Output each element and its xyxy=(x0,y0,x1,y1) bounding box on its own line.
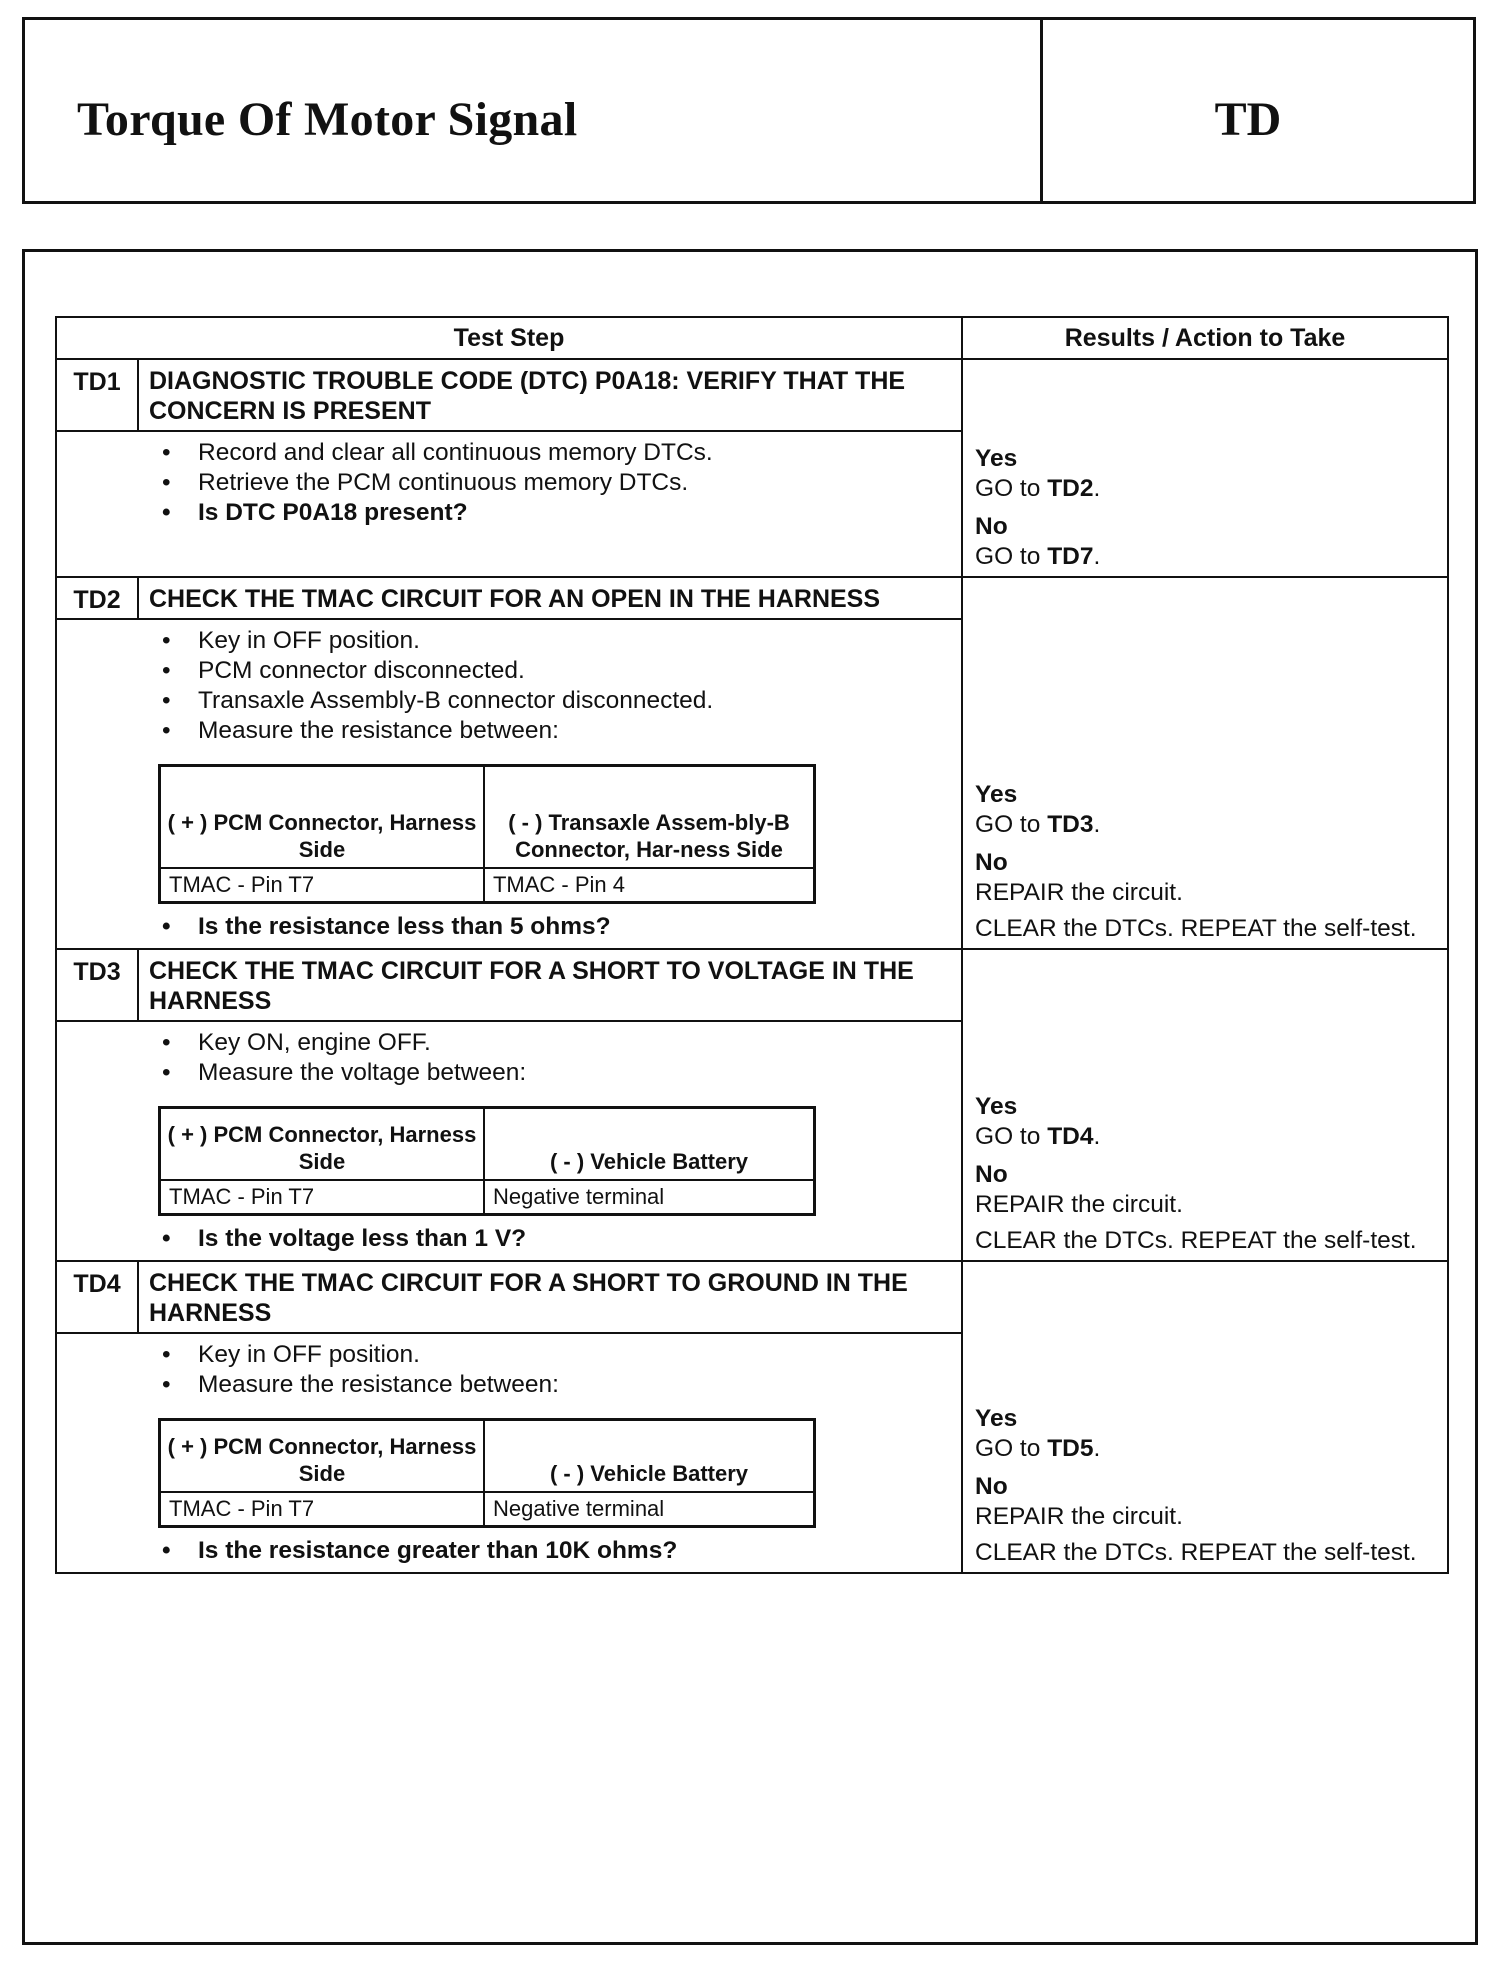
list-item: • Key in OFF position. xyxy=(152,626,953,656)
step-result xyxy=(962,1261,1448,1573)
step-question: • Is the resistance less than 5 ohms? xyxy=(152,912,953,942)
connector-table xyxy=(158,764,816,904)
step-id: TD2 xyxy=(56,577,138,619)
step-title-row xyxy=(56,577,1448,619)
no-label: No xyxy=(975,1161,1008,1188)
connector-value-positive: TMAC - Pin T7 xyxy=(160,1492,484,1527)
yes-action: GO to TD2. xyxy=(975,475,1101,502)
no-label: No xyxy=(975,513,1008,540)
no-label: No xyxy=(975,849,1008,876)
connector-header-negative: ( - ) Vehicle Battery xyxy=(484,1420,815,1493)
step-title-row xyxy=(56,1261,1448,1333)
no-label: No xyxy=(975,1473,1008,1500)
yes-label: Yes xyxy=(975,781,1018,808)
step-id: TD3 xyxy=(56,949,138,1021)
yes-label: Yes xyxy=(975,1093,1018,1120)
no-action: REPAIR the circuit. xyxy=(975,1191,1183,1218)
yes-label: Yes xyxy=(975,1405,1018,1432)
no-action-detail: CLEAR the DTCs. REPEAT the self-test. xyxy=(975,1539,1417,1566)
connector-header-negative: ( - ) Vehicle Battery xyxy=(484,1108,815,1181)
connector-value-negative: Negative terminal xyxy=(484,1492,815,1527)
connector-value-positive: TMAC - Pin T7 xyxy=(160,868,484,903)
yes-target-link[interactable]: TD5 xyxy=(1047,1435,1094,1462)
diagnostic-table xyxy=(55,316,1449,1574)
list-item: • Key in OFF position. xyxy=(152,1340,953,1370)
step-body xyxy=(138,1333,962,1573)
connector-header-positive: ( + ) PCM Connector, Harness Side xyxy=(160,1420,484,1493)
list-item: • PCM connector disconnected. xyxy=(152,656,953,686)
step-result xyxy=(962,577,1448,949)
no-action-detail: CLEAR the DTCs. REPEAT the self-test. xyxy=(975,915,1417,942)
table-header-row xyxy=(56,317,1448,359)
step-question: • Is the resistance greater than 10K ohms? xyxy=(152,1536,953,1566)
step-result xyxy=(962,359,1448,577)
yes-action: GO to TD3. xyxy=(975,811,1101,838)
list-item: • Measure the resistance between: xyxy=(152,716,953,746)
list-item: • Measure the voltage between: xyxy=(152,1058,953,1088)
connector-table xyxy=(158,1418,816,1528)
step-title: CHECK THE TMAC CIRCUIT FOR A SHORT TO GROUND IN THE HARNESS xyxy=(138,1261,962,1333)
connector-value-negative: TMAC - Pin 4 xyxy=(484,868,815,903)
step-id: TD1 xyxy=(56,359,138,431)
list-item: • Retrieve the PCM continuous memory DTCs. xyxy=(152,468,953,498)
yes-target-link[interactable]: TD2 xyxy=(1047,475,1094,502)
step-result xyxy=(962,949,1448,1261)
connector-value-positive: TMAC - Pin T7 xyxy=(160,1180,484,1215)
page-title: Torque Of Motor Signal xyxy=(77,93,578,146)
step-body xyxy=(138,431,962,577)
no-target-link[interactable]: TD7 xyxy=(1047,543,1094,570)
step-question: • Is DTC P0A18 present? xyxy=(152,498,953,528)
step-body xyxy=(138,1021,962,1261)
connector-header-negative: ( - ) Transaxle Assem-bly-B Connector, Har-ness Side xyxy=(484,766,815,869)
list-item: • Key ON, engine OFF. xyxy=(152,1028,953,1058)
yes-target-link[interactable]: TD3 xyxy=(1047,811,1094,838)
section-code: TD xyxy=(1214,93,1282,146)
list-item: • Record and clear all continuous memory DTCs. xyxy=(152,438,953,468)
yes-action: GO to TD4. xyxy=(975,1123,1101,1150)
step-id: TD4 xyxy=(56,1261,138,1333)
yes-label: Yes xyxy=(975,445,1018,472)
no-action: REPAIR the circuit. xyxy=(975,1503,1183,1530)
connector-header-positive: ( + ) PCM Connector, Harness Side xyxy=(160,1108,484,1181)
list-item: • Measure the resistance between: xyxy=(152,1370,953,1400)
yes-action: GO to TD5. xyxy=(975,1435,1101,1462)
step-body xyxy=(138,619,962,949)
step-title: CHECK THE TMAC CIRCUIT FOR A SHORT TO VOLTAGE IN THE HARNESS xyxy=(138,949,962,1021)
connector-header-positive: ( + ) PCM Connector, Harness Side xyxy=(160,766,484,869)
column-header-test-step: Test Step xyxy=(56,317,962,359)
step-title-row xyxy=(56,359,1448,431)
list-item: • Transaxle Assembly-B connector disconnected. xyxy=(152,686,953,716)
step-title: CHECK THE TMAC CIRCUIT FOR AN OPEN IN THE HARNESS xyxy=(138,577,962,619)
yes-target-link[interactable]: TD4 xyxy=(1047,1123,1094,1150)
step-title: DIAGNOSTIC TROUBLE CODE (DTC) P0A18: VERIFY THAT THE CONCERN IS PRESENT xyxy=(138,359,962,431)
no-action: REPAIR the circuit. xyxy=(975,879,1183,906)
connector-table xyxy=(158,1106,816,1216)
column-header-results: Results / Action to Take xyxy=(962,317,1448,359)
step-question: • Is the voltage less than 1 V? xyxy=(152,1224,953,1254)
no-action-detail: CLEAR the DTCs. REPEAT the self-test. xyxy=(975,1227,1417,1254)
no-action: GO to TD7. xyxy=(975,543,1101,570)
header-box xyxy=(22,17,1476,204)
step-title-row xyxy=(56,949,1448,1021)
connector-value-negative: Negative terminal xyxy=(484,1180,815,1215)
